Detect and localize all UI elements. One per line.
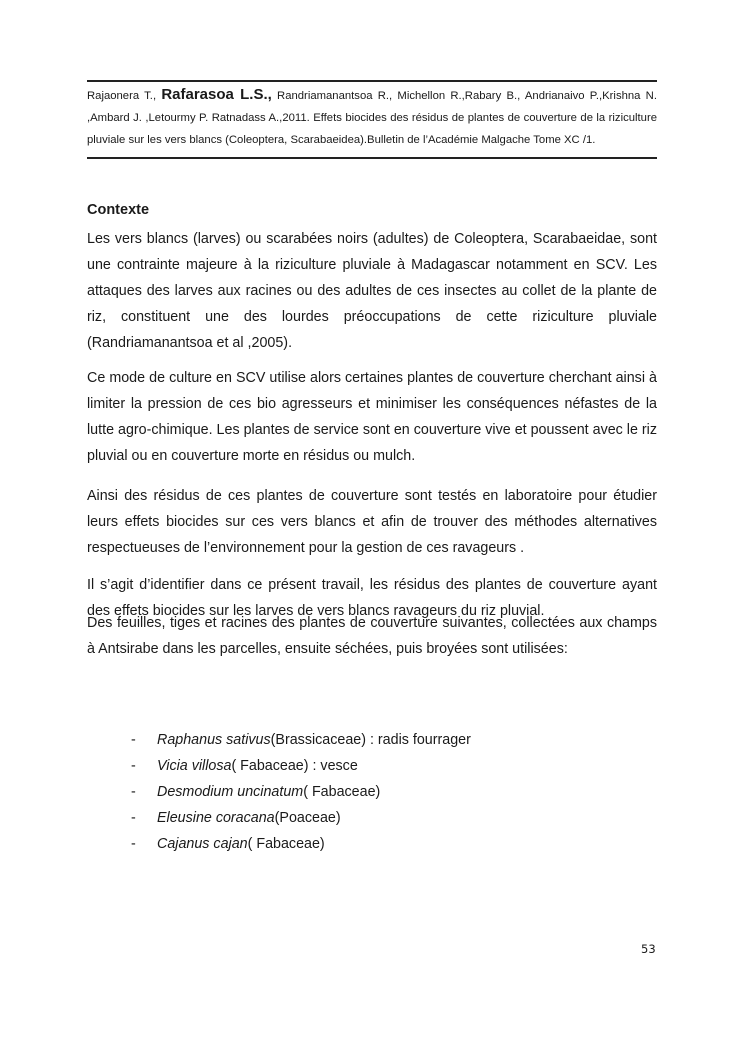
- list-item: [131, 831, 471, 857]
- section-title: Contexte: [87, 202, 150, 218]
- species-latin-name: Raphanus sativus: [157, 732, 271, 748]
- species-latin-name: Cajanus cajan: [157, 836, 248, 852]
- paragraph-1: Les vers blancs (larves) ou scarabées noirs (adultes) de Coleoptera, Scarabaeidae, sont une contrainte majeure à la riziculture pluviale à Madagascar notamment en SCV. Les attaques des larves aux racines ou des adultes de ces insectes au collet de la plante de riz, constituent une des lourdes préoccupations de cette riziculture pluviale (Randriamanantsoa et al ,2005).: [87, 231, 657, 351]
- list-item: [131, 753, 471, 779]
- species-list: [131, 727, 471, 857]
- paragraph-2: Ce mode de culture en SCV utilise alors certaines plantes de couverture cherchant ainsi à limiter la pression de ces bio agresseurs et minimiser les conséquences néfastes de la lutte agro-chimique. Les plantes de service sont en couverture vive et poussent avec le riz pluvial ou en couverture morte en résidus ou mulch.: [87, 370, 657, 464]
- species-family: ( Fabaceae) : vesce: [231, 758, 358, 774]
- reference-highlight-author: Rafarasoa L.S.,: [161, 86, 272, 103]
- list-bullet: -: [131, 810, 136, 826]
- list-bullet: -: [131, 836, 136, 852]
- list-bullet: -: [131, 758, 136, 774]
- list-item: [131, 805, 471, 831]
- paragraph-3: Ainsi des résidus de ces plantes de couverture sont testés en laboratoire pour étudier leurs effets biocides sur ces vers blancs et afin de trouver des méthodes alternatives respectueuses de l’environnement pour la gestion de ces ravageurs .: [87, 488, 657, 556]
- species-latin-name: Eleusine coracana: [157, 810, 275, 826]
- page-number: 53: [641, 942, 656, 956]
- list-item: [131, 779, 471, 805]
- reference-citation: [87, 80, 657, 159]
- species-latin-name: Vicia villosa: [157, 758, 232, 774]
- list-bullet: -: [131, 784, 136, 800]
- list-bullet: -: [131, 732, 136, 748]
- reference-authors-after: Randriamanantsoa R., Michellon R.,Rabary B., Andrianaivo P.,Krishna N. ,Ambard J. ,Letourmy P. Ratnadass A.,2011. Effets biocides des résidus de plantes de couverture de la riziculture pluviale sur les vers blancs (Coleoptera, Scarabaeidea).Bulletin de l’Académie Malgache Tome XC /1.: [87, 90, 657, 146]
- species-family: (Poaceae): [274, 810, 341, 826]
- paragraph-4: Il s’agit d’identifier dans ce présent travail, les résidus des plantes de couverture ayant des effets biocides sur les larves de vers blancs ravageurs du riz pluvial.: [87, 577, 657, 619]
- reference-authors-before: Rajaonera T.,: [87, 90, 162, 102]
- species-family: (Brassicaceae) : radis fourrager: [270, 732, 471, 748]
- species-family: ( Fabaceae): [247, 836, 325, 852]
- species-family: ( Fabaceae): [303, 784, 381, 800]
- paragraph-5: Des feuilles, tiges et racines des plantes de couverture suivantes, collectées aux champs à Antsirabe dans les parcelles, ensuite séchées, puis broyées sont utilisées:: [87, 615, 657, 657]
- species-latin-name: Desmodium uncinatum: [157, 784, 304, 800]
- list-item: [131, 727, 471, 753]
